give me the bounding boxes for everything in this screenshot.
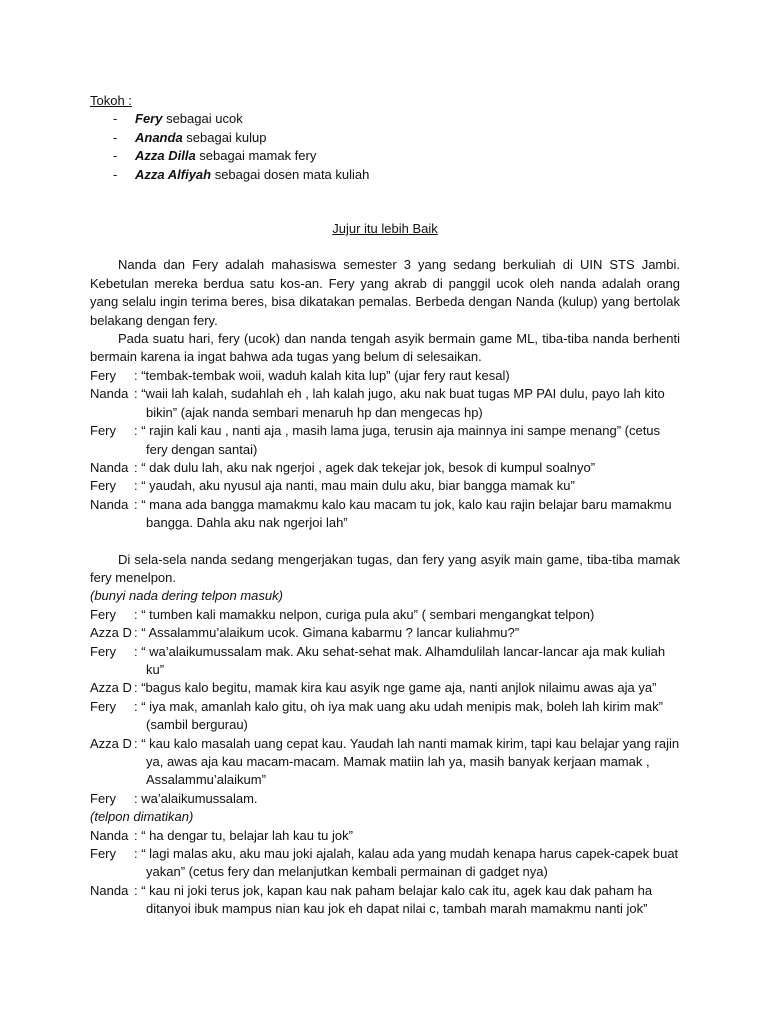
dialogue-text: : wa’alaikumussalam. xyxy=(134,790,258,806)
speaker-name: Nanda xyxy=(90,386,129,402)
spacer xyxy=(90,533,680,551)
cast-actor: Ananda xyxy=(135,129,183,145)
speaker-name: Fery xyxy=(90,643,116,659)
speaker-name: Fery xyxy=(90,478,116,494)
dialogue-text: : “ mana ada bangga mamakmu kalo kau macam tu jok, kalo kau rajin belajar baru mamakmu bangga. Dahla aku nak ngerjoi lah” xyxy=(134,496,672,531)
dialogue-text: : “ Assalammu’alaikum ucok. Gimana kabarmu ? lancar kuliahmu?” xyxy=(134,625,520,641)
story-title xyxy=(90,220,680,238)
document-content xyxy=(90,92,680,919)
cast-list xyxy=(90,110,680,184)
dialogue-text: : “ tumben kali mamakku nelpon, curiga pula aku” ( sembari mengangkat telpon) xyxy=(134,606,595,622)
dialogue-line xyxy=(90,790,680,808)
cast-actor: Fery xyxy=(135,111,163,127)
speaker-name: Fery xyxy=(90,423,116,439)
story-title-text: Jujur itu lebih Baik xyxy=(332,221,438,237)
dialogue-text: : “ wa’alaikumussalam mak. Aku sehat-sehat mak. Alhamdulilah lancar-lancar aja mak kuliah ku” xyxy=(134,643,666,677)
dialogue-line xyxy=(90,624,680,642)
speaker-name: Nanda xyxy=(90,496,129,512)
story-paragraph: Nanda dan Fery adalah mahasiswa semester 3 yang sedang berkuliah di UIN STS Jambi. Kebetulan mereka berdua satu kos-an. Fery yang akrab di panggil ucok oleh nanda adalah orang yang selalu ingin terima beres, bisa dikatakan pemalas. Berbeda dengan Nanda (kulup) yang bertolak belakang dengan fery. xyxy=(90,257,680,328)
dialogue-text: : “ kau kalo masalah uang cepat kau. Yaudah lah nanti mamak kirim, tapi kau belajar yang rajin ya, awas aja kau macam-macam. Mamak matiin lah ya, masih banyak kerjaan mamak , Assalammu’alaikum” xyxy=(134,735,680,788)
dialogue-text: : “ dak dulu lah, aku nak ngerjoi , agek dak tekejar jok, besok di kumpul soalnyo” xyxy=(134,459,596,475)
speaker-name: Fery xyxy=(90,846,116,862)
story-paragraph: Di sela-sela nanda sedang mengerjakan tugas, dan fery yang asyik main game, tiba-tiba mamak fery menelpon. xyxy=(90,551,680,585)
dialogue-line xyxy=(90,477,680,495)
dialogue-block xyxy=(90,367,680,533)
story-paragraph: Pada suatu hari, fery (ucok) dan nanda tengah asyik bermain game ML, tiba-tiba nanda berhenti bermain karena ia ingat bahwa ada tugas yang belum di selesaikan. xyxy=(90,331,680,365)
stage-direction: (bunyi nada dering telpon masuk) xyxy=(90,588,283,604)
dialogue-line xyxy=(90,698,680,735)
speaker-name: Azza D xyxy=(90,735,132,751)
dialogue-line xyxy=(90,606,680,624)
dialogue-line xyxy=(90,643,680,680)
dialogue-line xyxy=(90,459,680,477)
cast-role: sebagai dosen mata kuliah xyxy=(211,166,370,182)
dialogue-line xyxy=(90,735,680,790)
cast-item: - Fery sebagai ucok xyxy=(113,111,243,127)
speaker-name: Fery xyxy=(90,606,116,622)
stage-direction: (telpon dimatikan) xyxy=(90,809,194,825)
speaker-name: Azza D xyxy=(90,625,132,641)
speaker-name: Nanda xyxy=(90,827,129,843)
cast-item: - Azza Dilla sebagai mamak fery xyxy=(113,148,317,164)
dialogue-line xyxy=(90,496,680,533)
dialogue-line xyxy=(90,422,680,459)
cast-role: sebagai ucok xyxy=(162,111,243,127)
dialogue-block xyxy=(90,606,680,808)
dialogue-line xyxy=(90,367,680,385)
dialogue-line xyxy=(90,385,680,422)
dialogue-line xyxy=(90,882,680,919)
dialogue-text: : “tembak-tembak woii, waduh kalah kita lup” (ujar fery raut kesal) xyxy=(134,367,510,383)
cast-actor: Azza Dilla xyxy=(135,148,196,164)
dialogue-text: : “ ha dengar tu, belajar lah kau tu jok” xyxy=(134,827,353,843)
cast-role: sebagai mamak fery xyxy=(195,148,317,164)
cast-item: - Ananda sebagai kulup xyxy=(113,129,267,145)
speaker-name: Fery xyxy=(90,698,116,714)
cast-item: - Azza Alfiyah sebagai dosen mata kuliah xyxy=(113,166,370,182)
cast-actor: Azza Alfiyah xyxy=(135,166,212,182)
speaker-name: Fery xyxy=(90,367,116,383)
dialogue-text: : “ iya mak, amanlah kalo gitu, oh iya mak uang aku udah menipis mak, boleh lah kirim mak” (sambil bergurau) xyxy=(134,698,663,733)
cast-role: sebagai kulup xyxy=(182,129,267,145)
dialogue-text: : “ lagi malas aku, aku mau joki ajalah, kalau ada yang mudah kenapa harus capek-capek buat yakan” (cetus fery dan melanjutkan kembali permainan di gadget nya) xyxy=(134,846,679,880)
dialogue-line xyxy=(90,827,680,845)
dialogue-line xyxy=(90,679,680,697)
dialogue-text: : “ kau ni joki terus jok, kapan kau nak paham belajar kalo cak itu, agek kau dak paham ha ditanyoi ibuk mampus nian kau jok eh dapat nilai c, tambah marah mamakmu nanti jok” xyxy=(134,882,653,917)
speaker-name: Fery xyxy=(90,790,116,806)
speaker-name: Azza D xyxy=(90,680,132,696)
cast-heading: Tokoh : xyxy=(90,93,132,108)
speaker-name: Nanda xyxy=(90,882,129,898)
dialogue-text: : “ rajin kali kau , nanti aja , masih lama juga, terusin aja mainnya ini sampe menang” (cetus fery dengan santai) xyxy=(134,423,661,457)
dialogue-text: : “waii lah kalah, sudahlah eh , lah kalah jugo, aku nak buat tugas MP PAI dulu, payo lah kito bikin” (ajak nanda sembari menaruh hp dan mengecas hp) xyxy=(134,386,665,420)
dialogue-block xyxy=(90,827,680,919)
speaker-name: Nanda xyxy=(90,459,129,475)
dialogue-text: : “bagus kalo begitu, mamak kira kau asyik nge game aja, nanti anjlok nilaimu awas aja ya” xyxy=(134,680,657,696)
dialogue-line xyxy=(90,845,680,882)
dialogue-text: : “ yaudah, aku nyusul aja nanti, mau main dulu aku, biar bangga mamak ku” xyxy=(134,478,575,494)
